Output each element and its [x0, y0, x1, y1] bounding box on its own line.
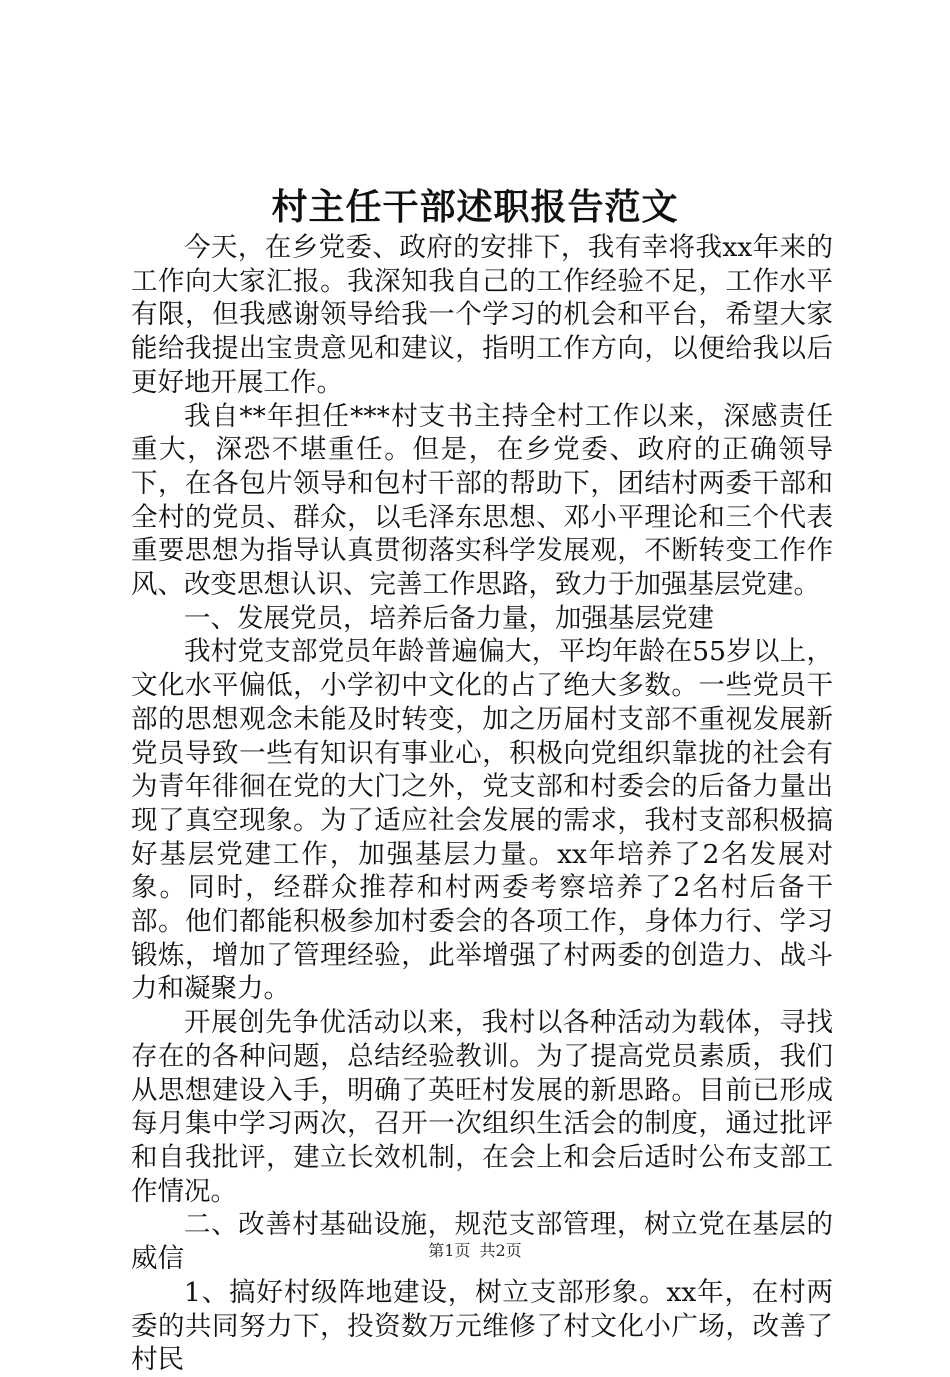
section-heading-1: 一、发展党员，培养后备力量，加强基层党建: [184, 602, 714, 634]
paragraph-activities: 开展创先争优活动以来，我村以各种活动为载体，寻找存在的各种问题，总结经验教训。为了提高党员素质，我们从思想建设入手，明确了英旺村发展的新思路。目前已形成每月集中学习两次，召开一次组织生活会的制度，通过批评和自我批评，建立长效机制，在会上和会后适时公布支部工作情况。: [131, 1007, 833, 1207]
paragraph-intro: 今天，在乡党委、政府的安排下，我有幸将我xx年来的工作向大家汇报。我深知我自己的工作经验不足，工作水平有限，但我感谢领导给我一个学习的机会和平台，希望大家能给我提出宝贵意见和建议，指明工作方向，以便给我以后更好地开展工作。: [131, 232, 833, 398]
paragraph-infrastructure: 1、搞好村级阵地建设，树立支部形象。xx年，在村两委的共同努力下，投资数万元维修了村文化小广场，改善了村民: [131, 1276, 833, 1376]
section-heading-2: 二、改善村基础设施，规范支部管理，树立党在基层的威信: [131, 1209, 833, 1275]
document-title: 村主任干部述职报告范文: [271, 186, 679, 228]
document-body: [131, 231, 833, 1377]
paragraph-background: 我自**年担任***村支书主持全村工作以来，深感责任重大，深恐不堪重任。但是，在乡党委、政府的正确领导下，在各包片领导和包村干部的帮助下，团结村两委干部和全村的党员、群众，以毛泽东思想、邓小平理论和三个代表重要思想为指导认真贯彻落实科学发展观，不断转变工作作风、改变思想认识、完善工作思路，致力于加强基层党建。: [131, 400, 833, 601]
page-total: 共2页: [479, 1241, 522, 1260]
page-footer: [0, 1240, 950, 1262]
page-number: 第1页: [428, 1241, 471, 1260]
paragraph-party-members: 我村党支部党员年龄普遍偏大，平均年龄在55岁以上，文化水平偏低，小学初中文化的占了绝大多数。一些党员干部的思想观念未能及时转变，加之历届村支部不重视发展新党员导致一些有知识有事业心，积极向党组织靠拢的社会有为青年徘徊在党的大门之外，党支部和村委会的后备力量出现了真空现象。为了适应社会发展的需求，我村支部积极搞好基层党建工作，加强基层力量。xx年培养了2名发展对象。同时，经群众推荐和村两委考察培养了2名村后备干部。他们都能积极参加村委会的各项工作，身体力行、学习锻炼，增加了管理经验，此举增强了村两委的创造力、战斗力和凝聚力。: [131, 636, 833, 1005]
